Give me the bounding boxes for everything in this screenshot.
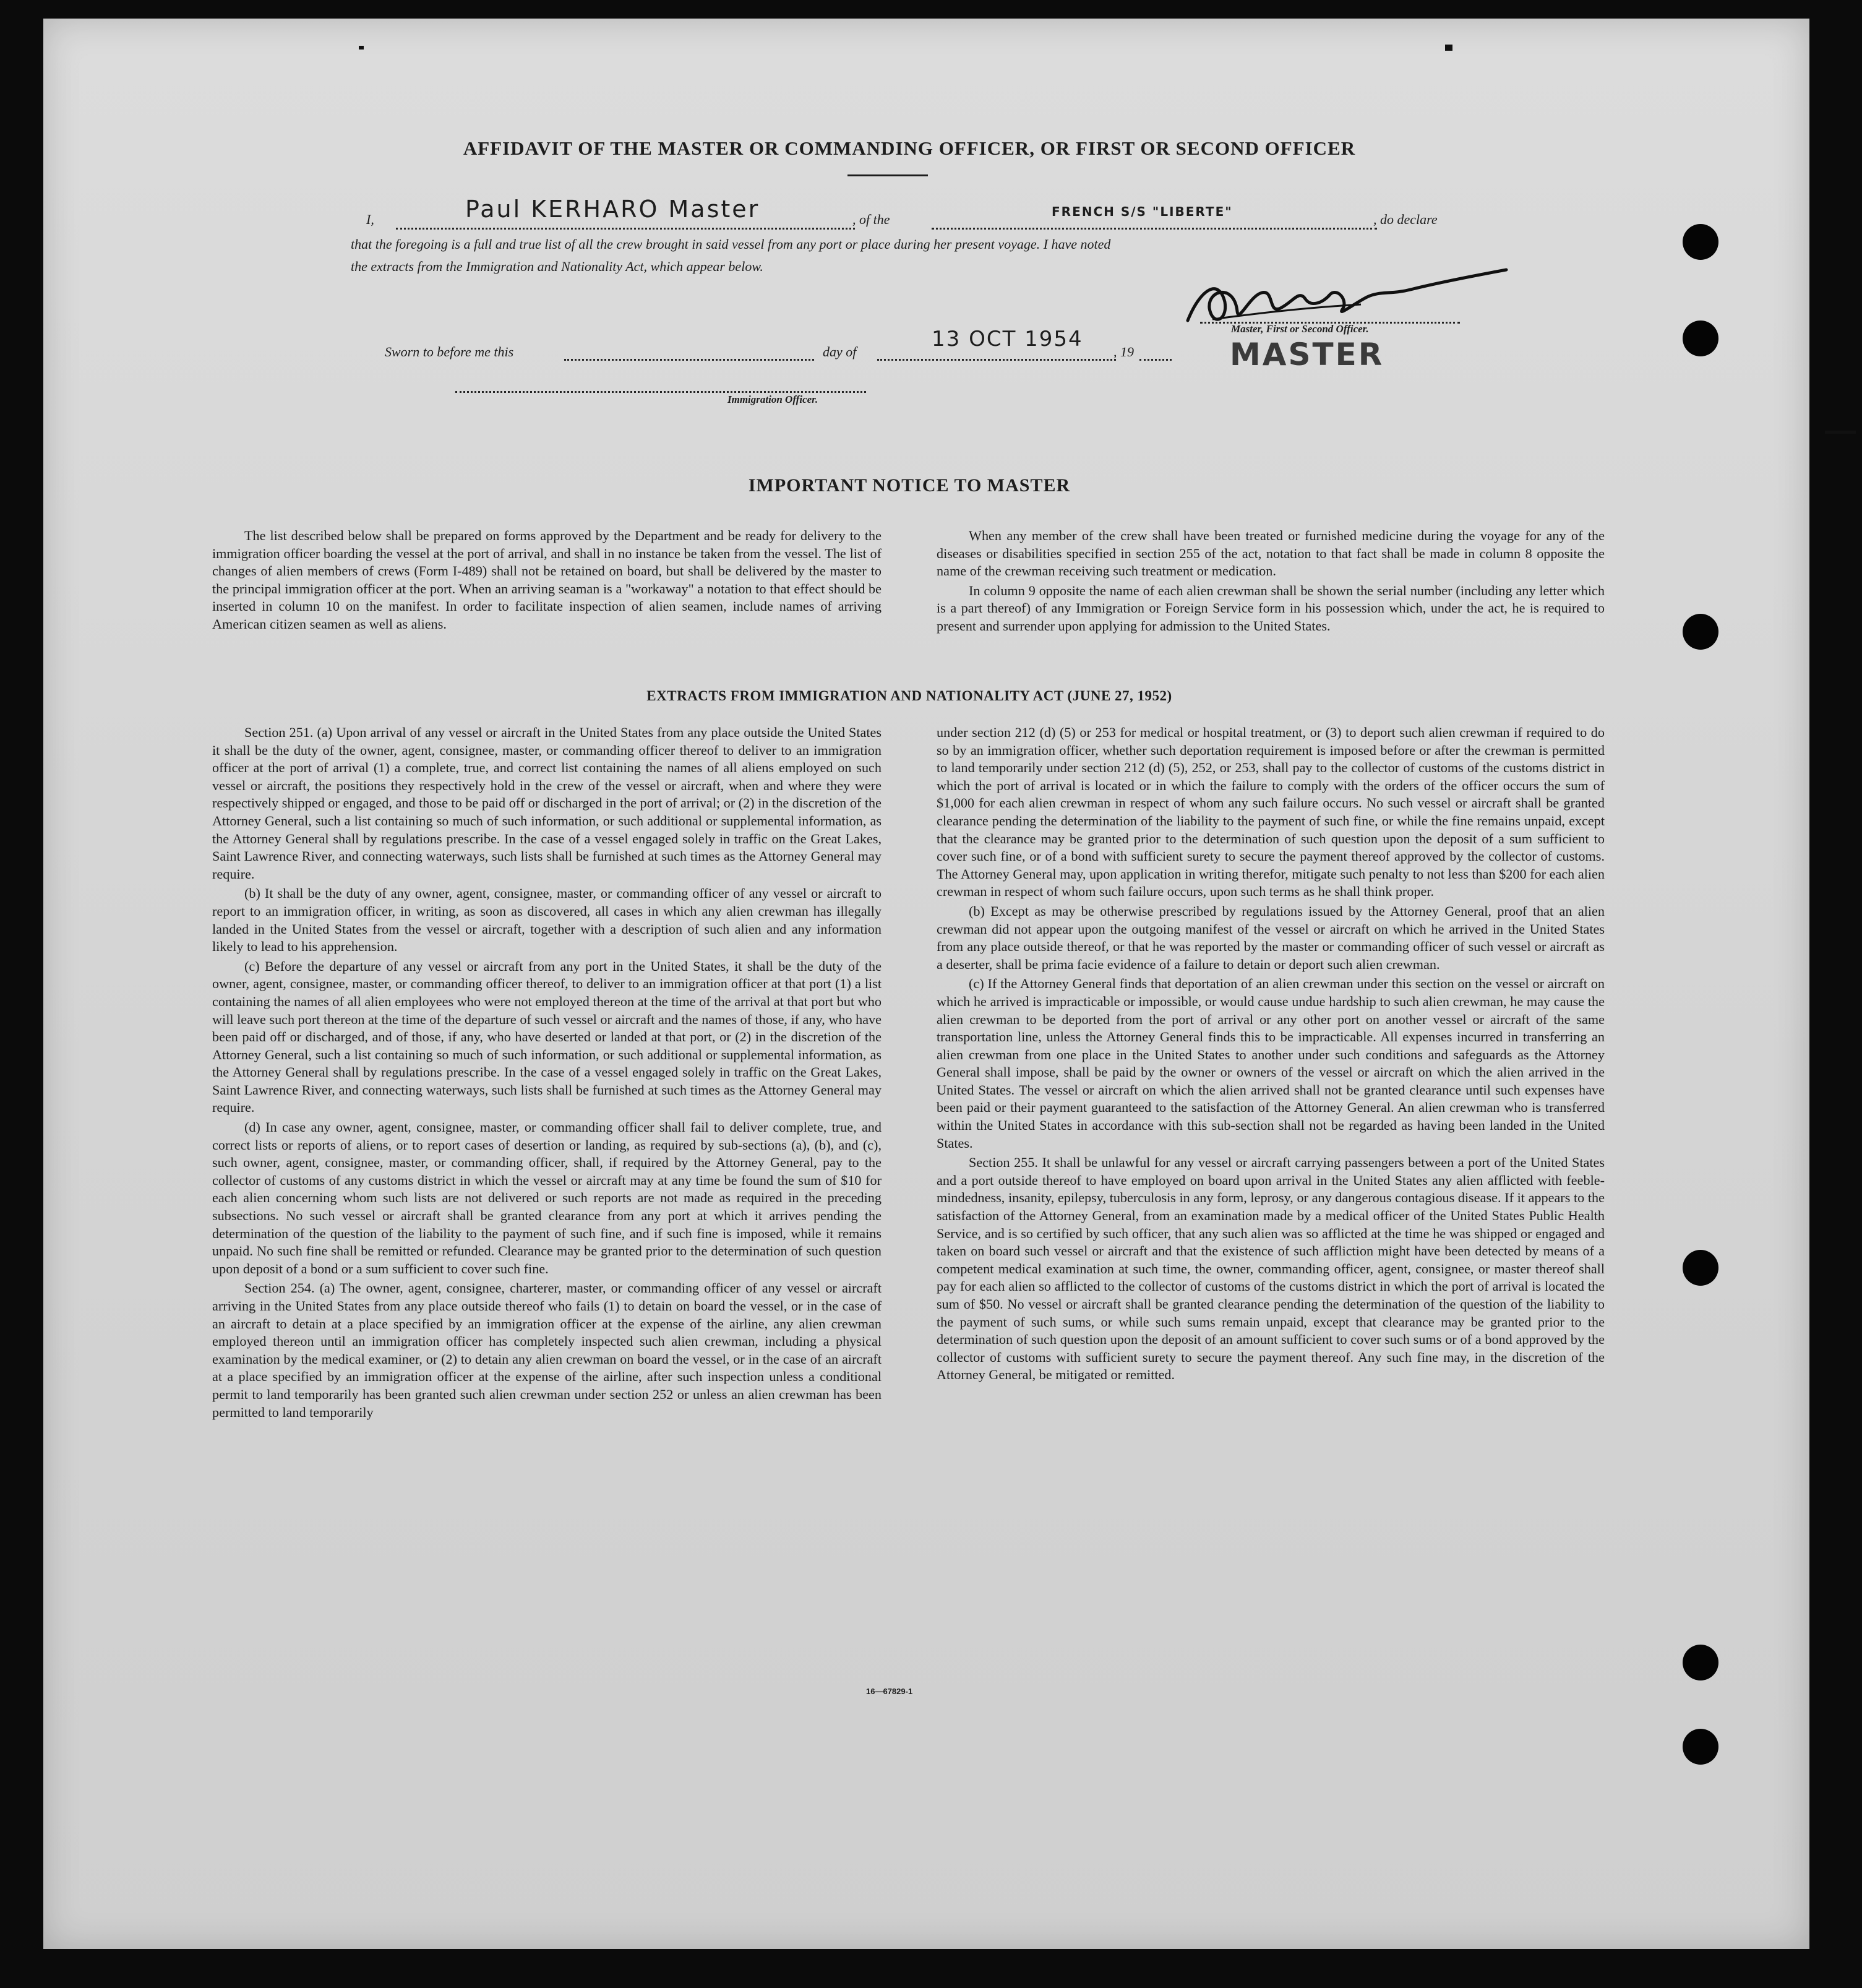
sworn-year-line — [1139, 359, 1172, 361]
notice-right-column — [937, 527, 1605, 635]
punch-hole — [1683, 1729, 1718, 1765]
vessel-stamp: FRENCH S/S "LIBERTE" — [1052, 204, 1233, 219]
notice-paragraph: In column 9 opposite the name of each alien crewman shall be shown the serial number (including any letter which is a part thereof) of any Immigration or Foreign Service form in his possession which, under the act, he is required to present and surrender upon applying for admission to the United States. — [937, 582, 1605, 634]
punch-hole — [1683, 1645, 1718, 1680]
extracts-title: EXTRACTS FROM IMMIGRATION AND NATIONALITY ACT (JUNE 27, 1952) — [646, 688, 1172, 704]
form-number: 16—67829-1 — [866, 1687, 913, 1696]
section-251a: Section 251. (a) Upon arrival of any vessel or aircraft in the United States from any place outside the United States it shall be the duty of the owner, agent, consignee, master, or commanding officer thereof to deliver to an immigration officer at the port of arrival (1) a complete, true, and correct list containing the names of all aliens employed on such vessel or aircraft, the positions they respectively hold in the crew of the vessel or aircraft, when and where they were respectively shipped or engaged, and those to be paid off or discharged in the port of arrival; or (2) in the discretion of the Attorney General, such a list containing so much of such information, or such additional or supplemental information, as the Attorney General shall by regulations prescribe. In the case of a vessel engaged solely in traffic on the Great Lakes, Saint Lawrence River, and connecting waterways, such lists shall be furnished at such times as the Attorney General may require. — [212, 725, 882, 882]
of-the-label: , of the — [852, 212, 890, 227]
declarant-line — [396, 228, 855, 230]
affidavit-heading: AFFIDAVIT OF THE MASTER OR COMMANDING OFFICER, OR FIRST OR SECOND OFFICER — [463, 137, 1356, 159]
notice-left-column — [212, 527, 882, 634]
pronoun-label: I, — [366, 212, 374, 227]
sworn-label: Sworn to before me this — [385, 344, 514, 359]
declaration-line-3: the extracts from the Immigration and Nationality Act, which appear below. — [351, 259, 763, 274]
section-251d: (d) In case any owner, agent, consignee, master, or commanding officer shall fail to deliver complete, true, and correct lists or reports of aliens, or to report cases of desertion or landing, as required by sub-sections (a), (b), and (c), such owner, agent, consignee, master, or commanding officer, shall, if required by the Attorney General, pay to the collector of customs of any customs district in which the vessel or aircraft may at any time be found the sum of $10 for each alien concerning whom such lists are not delivered or such reports are not made as required in the preceding subsections. No such vessel or aircraft shall be granted clearance from any port at which it arrives pending the determination of the question of the liability to the payment of such fine, and if such fine is imposed, while it remains unpaid. No such fine shall be remitted or refunded. Clearance may be granted prior to the determination of such question upon deposit of a bond or a sum sufficient to cover such fine. — [212, 1119, 882, 1276]
declarant-name: Paul KERHARO Master — [465, 196, 760, 223]
officer-line — [455, 391, 866, 393]
section-255: Section 255. It shall be unlawful for any vessel or aircraft carrying passengers between a port of the United States and a port outside thereof to have employed on board upon arrival in the United States any alien afflicted with feeble-mindedness, insanity, epilepsy, tuberculosis in any form, leprosy, or any dangerous contagious disease. If it appears to the satisfaction of the Attorney General, from an examination made by a medical officer of the United States Public Health Service, and is so certified by such officer, that any such alien was so afflicted at the time he was shipped or engaged and taken on board such vessel or aircraft and that the existence of such affliction might have been detected by means of a competent medical examination at such time, the owner, commanding officer, agent, consignee, or master thereof shall pay for each alien so afflicted to the collector of customs of the customs district in which the port of arrival is located the sum of $50. No vessel or aircraft shall be granted clearance pending the determination of the question of the liability to the payment of such sums, or while such sums remain unpaid, except that clearance may be granted prior to the determination of such question upon the deposit of an amount sufficient to cover such sums or of a bond approved by the collector of customs with sufficient surety to secure the payment thereof. Any such fine may, in the discretion of the Attorney General, be mitigated or remitted. — [937, 1155, 1605, 1383]
scan-speck — [359, 46, 364, 49]
declaration-line-2: that the foregoing is a full and true list of all the crew brought in said vessel from any port or place during her present voyage. I have noted — [351, 236, 1111, 252]
heading-rule — [847, 174, 928, 176]
section-254c: (c) If the Attorney General finds that deportation of an alien crewman under this section on the vessel or aircraft on which he arrived is impracticable or impossible, or would cause undue hardship to such alien crewman, he may cause the alien crewman to be deported from the port of arrival or any other port on another vessel or aircraft of the same transportation line, unless the Attorney General finds this to be impracticable. All expenses incurred in transferring an alien crewman from one place in the United States to another under such conditions and safeguards as the Attorney General shall impose, shall be paid by the owner or owners of the vessel or aircraft on which the alien arrived in the United States. The vessel or aircraft on which the alien arrived shall not be granted clearance until such expenses have been paid or their payment guaranteed to the satisfaction of the Attorney General. An alien crewman who is transferred within the United States in accordance with this sub-section shall not be regarded as having been landed in the United States. — [937, 976, 1605, 1151]
section-254a-cont: under section 212 (d) (5) or 253 for medical or hospital treatment, or (3) to deport such alien crewman if required to do so by an immigration officer, whether such deportation requirement is imposed before or after the crewman is permitted to land temporarily under section 212 (d) (5), 252, or 253, shall pay to the collector of customs of the customs district in which the port of arrival is located or in which the failure to comply with the orders of the officer occurs the sum of $1,000 for each alien crewman in respect of whom any such failure occurs. No such vessel or aircraft shall be granted clearance pending the determination of the liability to the payment of such fine, or while the fine remains unpaid, except that the clearance may be granted prior to the determination of such question upon the deposit of a sum sufficient to cover such fine, or of a bond with sufficient surety to secure the payment thereof approved by the collector of customs. The Attorney General may, upon application in writing therefor, mitigate such penalty to not less than $200 for each alien crewman in respect of whom such failure occurs, upon such terms as he shall think proper. — [937, 725, 1605, 900]
section-254b: (b) Except as may be otherwise prescribed by regulations issued by the Attorney General, proof that an alien crewman did not appear upon the outgoing manifest of the vessel or aircraft on which he arrived in the United States from any place outside thereof, or that he was reported by the master or commanding officer of such vessel or aircraft as a deserter, shall be prima facie evidence of a failure to detain or deport such alien crewman. — [937, 903, 1605, 972]
officer-caption: Immigration Officer. — [727, 394, 818, 405]
section-251c: (c) Before the departure of any vessel or aircraft from any port in the United States, it shall be the duty of the owner, agent, consignee, master, or commanding officer thereof, to deliver to an immigration officer at that port (1) a list containing the names of all alien employees who were not employed thereon at the time of the arrival at that port but who will leave such port thereon at the time of the departure of such vessel or aircraft and the names of those, if any, who have been paid off or discharged, and of those, if any, who have deserted or landed at that port, or (2) in the discretion of the Attorney General, such a list containing so much of such information, or such additional or supplemental information, as the Attorney General shall by regulations prescribe. In the case of a vessel engaged solely in traffic on the Great Lakes, Saint Lawrence River, and connecting waterways, such lists shall be furnished at such times as the Attorney General may require. — [212, 958, 882, 1116]
punch-hole — [1683, 1250, 1718, 1286]
extracts-left-column — [212, 724, 882, 1421]
scan-speck — [1445, 45, 1452, 51]
extracts-right-column — [937, 724, 1605, 1384]
do-declare-label: , do declare — [1373, 212, 1438, 227]
punch-hole — [1683, 614, 1718, 650]
notice-paragraph: When any member of the crew shall have been treated or furnished medicine during the voyage for any of the diseases or disabilities specified in section 255 of the act, notation to that fact shall be made in column 8 opposite the name of the crewman receiving such treatment or medication. — [937, 528, 1605, 579]
vessel-line — [932, 228, 1377, 230]
day-of-label: day of — [823, 344, 857, 359]
punch-hole — [1683, 224, 1718, 260]
notice-paragraph: The list described below shall be prepared on forms approved by the Department and be ready for delivery to the immigration officer boarding the vessel at the port of arrival, and shall in no instance be taken from the vessel. The list of changes of alien members of crews (Form I-489) shall not be retained on board, but shall be delivered by the master to the principal immigration officer at the port. When an arriving seaman is a "workaway" a notation to that effect should be inserted in column 10 on the manifest. In order to facilitate inspection of alien seamen, include names of arriving American citizen seamen as well as aliens. — [212, 528, 882, 632]
notice-title: IMPORTANT NOTICE TO MASTER — [748, 475, 1071, 496]
sworn-month-line — [877, 359, 1116, 361]
section-254a: Section 254. (a) The owner, agent, consignee, charterer, master, or commanding officer of any vessel or aircraft arriving in the United States from any place outside thereof who fails (1) to detain on board the vessel, or in the case of an aircraft to detain at a place specified by an immigration officer at the expense of the airline, any alien crewman employed thereon until an immigration officer has completely inspected such alien crewman, including a physical examination by the medical examiner, or (2) to detain any alien crewman on board the vessel, or in the case of an aircraft at a place specified by an immigration officer at the expense of the airline, after such inspection unless a conditional permit to land temporarily has been granted such alien crewman under section 252 or unless an alien crewman has been permitted to land temporarily — [212, 1280, 882, 1420]
date-stamp: 13 OCT 1954 — [932, 327, 1083, 351]
punch-hole — [1683, 321, 1718, 356]
section-251b: (b) It shall be the duty of any owner, agent, consignee, master, or commanding officer of any vessel or aircraft to report to an immigration officer, in writing, as soon as discovered, all cases in which any alien crewman has illegally landed in the United States from the vessel or aircraft, together with a description of such alien and any information likely to lead to his apprehension. — [212, 885, 882, 955]
year-label: , 19 — [1113, 344, 1134, 359]
signature-caption: Master, First or Second Officer. — [1231, 323, 1369, 335]
sworn-day-line — [564, 359, 814, 361]
master-stamp: MASTER — [1230, 337, 1384, 372]
scan-speck — [1825, 431, 1856, 434]
